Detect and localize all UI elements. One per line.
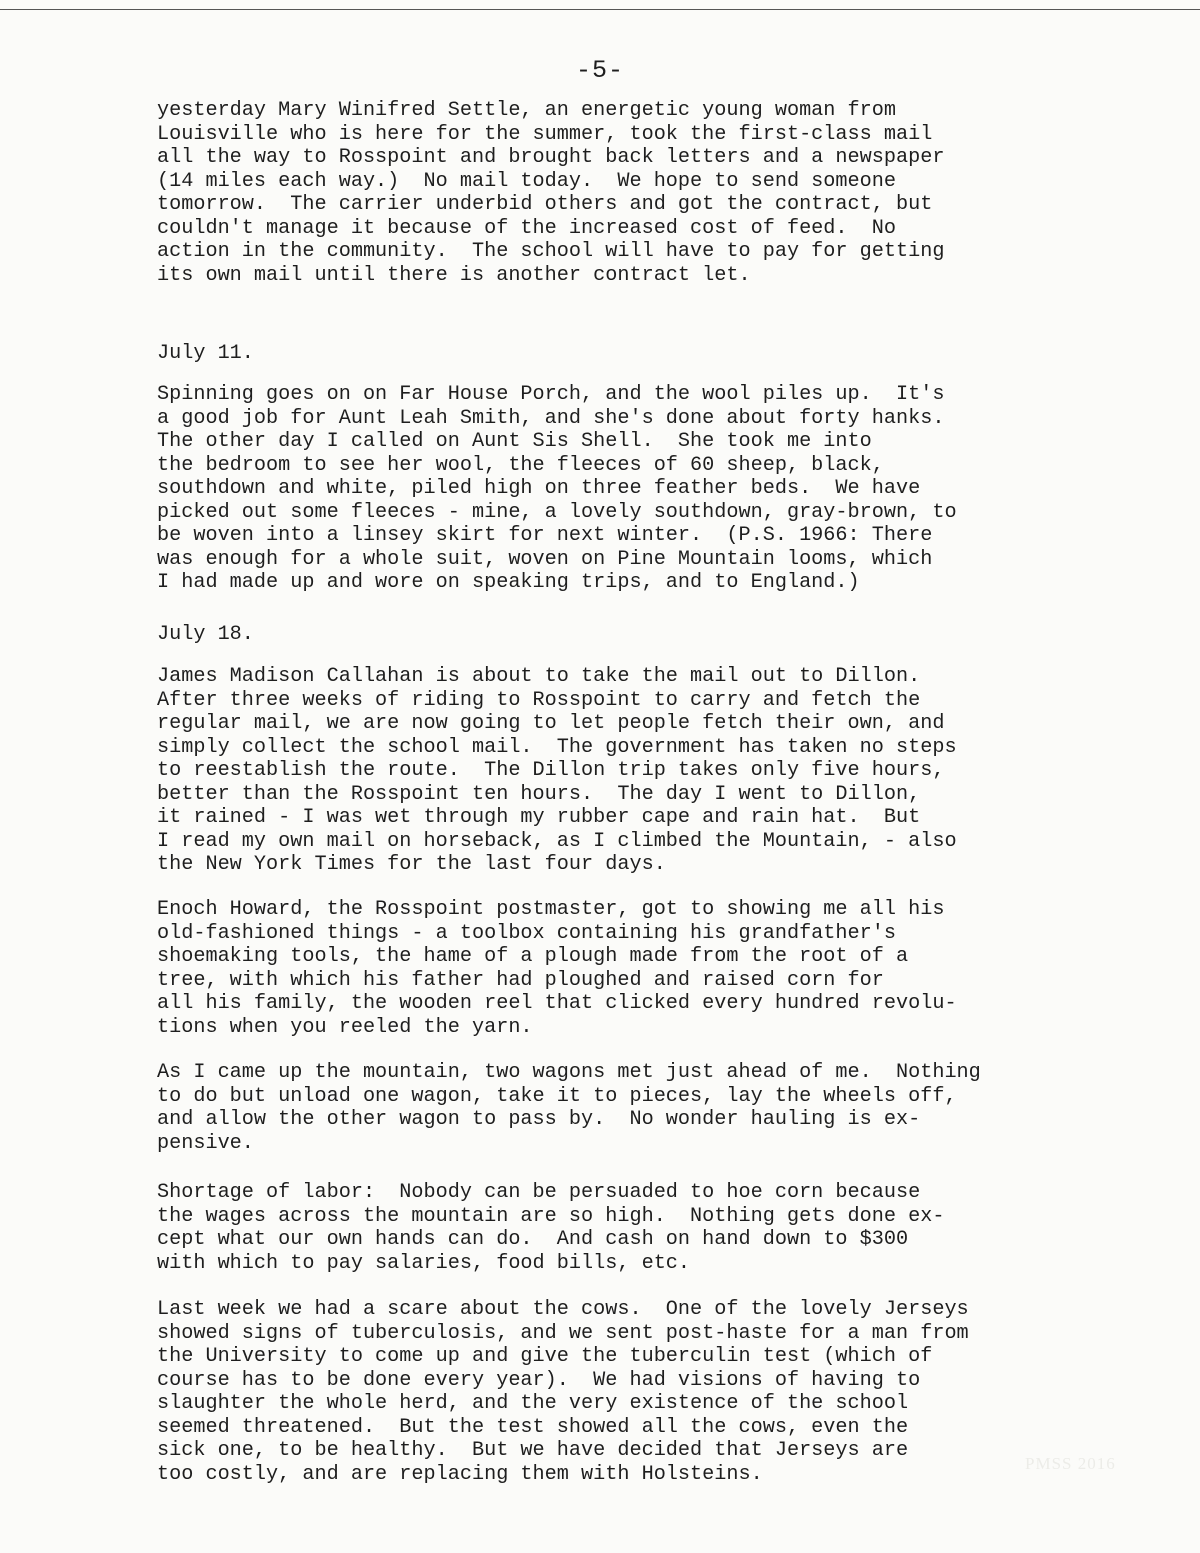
date-heading-july-18: July 18. [157, 623, 254, 646]
archive-watermark: PMSS 2016 [1025, 1454, 1116, 1473]
date-heading-july-11: July 11. [157, 342, 254, 365]
paragraph-enoch-howard: Enoch Howard, the Rosspoint postmaster, got to showing me all his old-fashioned things - a toolbox containing his grandfather's shoemaking tools, the hame of a plough made from the root of a tree, with which his father had ploughed and raised corn for all his family, the wooden reel that clicked every hundred revolu- tions when you reeled the yarn. [157, 898, 957, 1039]
page-number: -5- [575, 56, 624, 85]
paragraph-cows: Last week we had a scare about the cows. One of the lovely Jerseys showed signs of tuberculosis, and we sent post-haste for a man from the University to come up and give the tuberculin test (which of course has to be done every year). We had visions of having to slaughter the whole herd, and the very existence of the school seemed threatened. But the test showed all the cows, even the sick one, to be healthy. But we have decided that Jerseys are too costly, and are replacing them with Holsteins. [157, 1298, 969, 1486]
paragraph-mail-settle: yesterday Mary Winifred Settle, an energetic young woman from Louisville who is here for the summer, took the first-class mail all the way to Rosspoint and brought back letters and a newspaper (14 miles each way.) No mail today. We hope to send someone tomorrow. The carrier underbid others and got the contract, but couldn't manage it because of the increased cost of feed. No action in the community. The school will have to pay for getting its own mail until there is another contract let. [157, 99, 945, 287]
paragraph-wagons: As I came up the mountain, two wagons met just ahead of me. Nothing to do but unload one wagon, take it to pieces, lay the wheels off, and allow the other wagon to pass by. No wonder hauling is ex- pensive. [157, 1061, 981, 1155]
paragraph-mail-dillon: James Madison Callahan is about to take the mail out to Dillon. After three weeks of riding to Rosspoint to carry and fetch the regular mail, we are now going to let people fetch their own, and simply collect the school mail. The government has taken no steps to reestablish the route. The Dillon trip takes only five hours, better than the Rosspoint ten hours. The day I went to Dillon, it rained - I was wet through my rubber cape and rain hat. But I read my own mail on horseback, as I climbed the Mountain, - also the New York Times for the last four days. [157, 665, 957, 876]
paragraph-spinning-wool: Spinning goes on on Far House Porch, and the wool piles up. It's a good job for Aunt Leah Smith, and she's done about forty hanks. The other day I called on Aunt Sis Shell. She took me into the bedroom to see her wool, the fleeces of 60 sheep, black, southdown and white, piled high on three feather beds. We have picked out some fleeces - mine, a lovely southdown, gray-brown, to be woven into a linsey skirt for next winter. (P.S. 1966: There was enough for a whole suit, woven on Pine Mountain looms, which I had made up and wore on speaking trips, and to England.) [157, 383, 957, 594]
page-top-rule [0, 9, 1200, 10]
paragraph-labor-shortage: Shortage of labor: Nobody can be persuaded to hoe corn because the wages across the mountain are so high. Nothing gets done ex- cept what our own hands can do. And cash on hand down to $300 with which to pay salaries, food bills, etc. [157, 1181, 945, 1275]
